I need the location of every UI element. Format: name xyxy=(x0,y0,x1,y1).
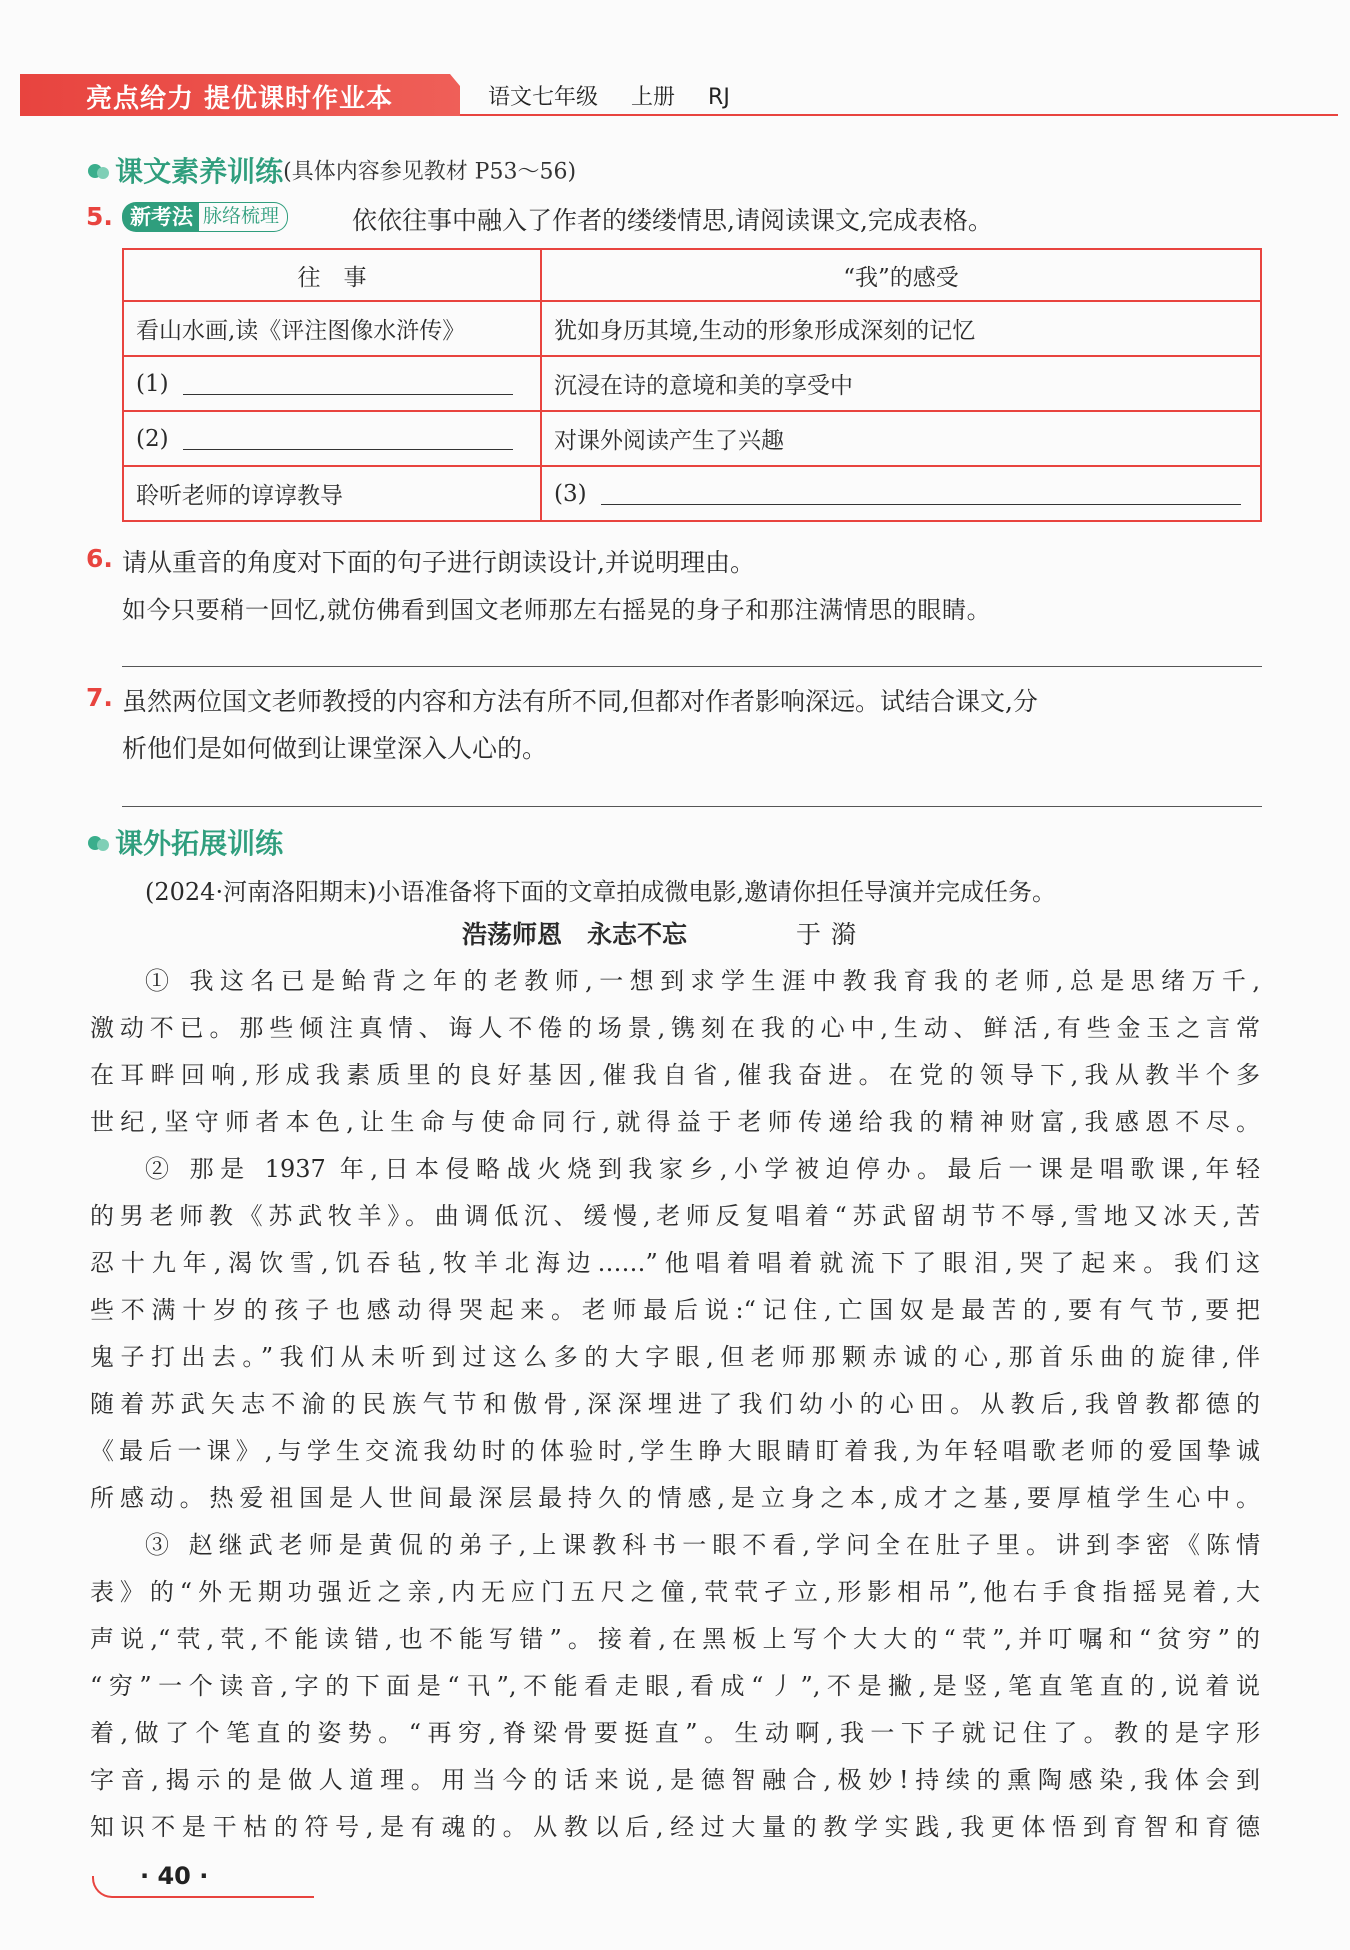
answer-blank-line[interactable] xyxy=(183,374,513,395)
table-row xyxy=(123,356,1261,411)
article-title: 浩荡师恩 永志不忘 xyxy=(462,920,688,949)
footer-underline xyxy=(122,1896,314,1898)
blank-label: (2) xyxy=(136,425,169,452)
article-line: 激动不已。那些倾注真情、诲人不倦的场景,镌刻在我的心中,生动、鲜活,有些金玉之言常 xyxy=(90,1014,1260,1042)
reading-sentence: 如今只要稍一回忆,就仿佛看到国文老师那左右摇晃的身子和那注满情思的眼睛。 xyxy=(122,596,992,624)
article-line: 表》的“外无期功强近之亲,内无应门五尺之僮,茕茕孑立,形影相吊”,他右手食指摇晃着,大 xyxy=(90,1578,1260,1606)
article-line: 着,做了个笔直的姿势。“再穷,脊梁骨要挺直”。生动啊,我一下子就记住了。教的是字形 xyxy=(90,1719,1260,1747)
answer-blank-cell[interactable] xyxy=(541,466,1261,521)
question-number: 5. xyxy=(86,202,113,231)
article-line: 字音,揭示的是做人道理。用当今的话来说,是德智融合,极妙!持续的熏陶感染,我体会到 xyxy=(90,1766,1260,1794)
table-cell: 对课外阅读产生了兴趣 xyxy=(541,411,1261,466)
article-line: “穷”一个读音,字的下面是“卂”,不能看走眼,看成“丿”,不是撇,是竖,笔直笔直的,说着说 xyxy=(90,1672,1260,1700)
article-line: 鬼子打出去。”我们从未听到过这么多的大字眼,但老师那颗赤诚的心,那首乐曲的旋律,伴 xyxy=(90,1343,1260,1371)
answer-line[interactable] xyxy=(122,806,1262,807)
answer-blank-cell[interactable] xyxy=(123,356,541,411)
table-cell: 看山水画,读《评注图像水浒传》 xyxy=(123,301,541,356)
blank-label: (3) xyxy=(554,480,587,507)
section-heading-1 xyxy=(88,150,576,190)
table-row xyxy=(123,466,1261,521)
badge-main: 新考法 xyxy=(122,202,199,232)
table-cell: 犹如身历其境,生动的形象形成深刻的记忆 xyxy=(541,301,1261,356)
answer-blank-cell[interactable] xyxy=(123,411,541,466)
table-header-cell: “我”的感受 xyxy=(541,249,1261,301)
table-row xyxy=(123,411,1261,466)
brand-title: 亮点给力 提优课时作业本 xyxy=(86,84,394,114)
table-cell: 聆听老师的谆谆教导 xyxy=(123,466,541,521)
q5-table xyxy=(122,248,1262,522)
subject-label: 语文七年级 xyxy=(488,85,599,110)
article-line: 的男老师教《苏武牧羊》。曲调低沉、缓慢,老师反复唱着“苏武留胡节不辱,雪地又冰天,苦 xyxy=(90,1202,1260,1230)
article-line: 随着苏武矢志不渝的民族气节和傲骨,深深埋进了我们幼小的心田。从教后,我曾教都德的 xyxy=(90,1390,1260,1418)
article-line: 在耳畔回响,形成我素质里的良好基因,催我自省,催我奋进。在党的领导下,我从教半个多 xyxy=(90,1061,1260,1089)
article-line: 忍十九年,渴饮雪,饥吞毡,牧羊北海边……”他唱着唱着就流下了眼泪,哭了起来。我们这 xyxy=(90,1249,1260,1277)
section-heading-2 xyxy=(88,822,283,862)
new-exam-badge xyxy=(122,202,288,232)
table-header-cell: 往 事 xyxy=(123,249,541,301)
article-line: 声说,“茕,茕,不能读错,也不能写错”。接着,在黑板上写个大大的“茕”,并叮嘱和“贫穷”的 xyxy=(90,1625,1260,1653)
answer-line[interactable] xyxy=(122,666,1262,667)
article-line: 些不满十岁的孩子也感动得哭起来。老师最后说:“记住,亡国奴是最苦的,要有气节,要把 xyxy=(90,1296,1260,1324)
page-number: · 40 · xyxy=(140,1862,209,1890)
table-cell: 沉浸在诗的意境和美的享受中 xyxy=(541,356,1261,411)
badge-sub: 脉络梳理 xyxy=(199,202,288,232)
answer-blank-line[interactable] xyxy=(183,429,513,450)
article-line: ③ 赵继武老师是黄侃的弟子,上课教科书一眼不看,学问全在肚子里。讲到李密《陈情 xyxy=(145,1531,1260,1559)
question-text: 依依往事中融入了作者的缕缕情思,请阅读课文,完成表格。 xyxy=(352,206,993,235)
volume-label: 上册 xyxy=(631,85,676,110)
table-row xyxy=(123,301,1261,356)
article-line: 所感动。热爱祖国是人世间最深层最持久的情感,是立身之本,成才之基,要厚植学生心中。 xyxy=(90,1484,1260,1512)
question-number: 6. xyxy=(86,544,113,573)
page-header xyxy=(20,74,1338,116)
table-header-row xyxy=(123,249,1261,301)
header-rule xyxy=(460,114,1338,116)
book-info xyxy=(488,80,756,111)
section-title: 课外拓展训练 xyxy=(115,827,284,860)
article-line: ② 那是 1937 年,日本侵略战火烧到我家乡,小学被迫停办。最后一课是唱歌课,年轻 xyxy=(145,1155,1260,1183)
article-line: 《最后一课》,与学生交流我幼时的体验时,学生睁大眼睛盯着我,为年轻唱歌老师的爱国挚诚 xyxy=(90,1437,1260,1465)
article-line: 知识不是干枯的符号,是有魂的。从教以后,经过大量的教学实践,我更体悟到育智和育德 xyxy=(90,1813,1260,1841)
question-text: 虽然两位国文老师教授的内容和方法有所不同,但都对作者影响深远。试结合课文,分 xyxy=(122,687,1038,716)
blank-label: (1) xyxy=(136,370,169,397)
question-text: 请从重音的角度对下面的句子进行朗读设计,并说明理由。 xyxy=(122,548,755,577)
section-bullet-icon xyxy=(88,833,110,851)
section-note: (具体内容参见教材 P53～56) xyxy=(283,159,577,185)
article-line: ① 我这名已是鲐背之年的老教师,一想到求学生涯中教我育我的老师,总是思绪万千, xyxy=(145,967,1260,995)
answer-blank-line[interactable] xyxy=(601,484,1241,505)
section-bullet-icon xyxy=(88,161,110,179)
question-number: 7. xyxy=(86,683,113,712)
article-author: 于漪 xyxy=(796,920,867,949)
article-line: 世纪,坚守师者本色,让生命与使命同行,就得益于老师传递给我的精神财富,我感恩不尽。 xyxy=(90,1108,1260,1136)
section-title: 课文素养训练 xyxy=(115,155,284,188)
question-text-cont: 析他们是如何做到让课堂深入人心的。 xyxy=(122,734,548,763)
edition-label: RJ xyxy=(708,85,730,110)
article-intro: (2024·河南洛阳期末)小语准备将下面的文章拍成微电影,邀请你担任导演并完成任务。 xyxy=(145,878,1057,906)
